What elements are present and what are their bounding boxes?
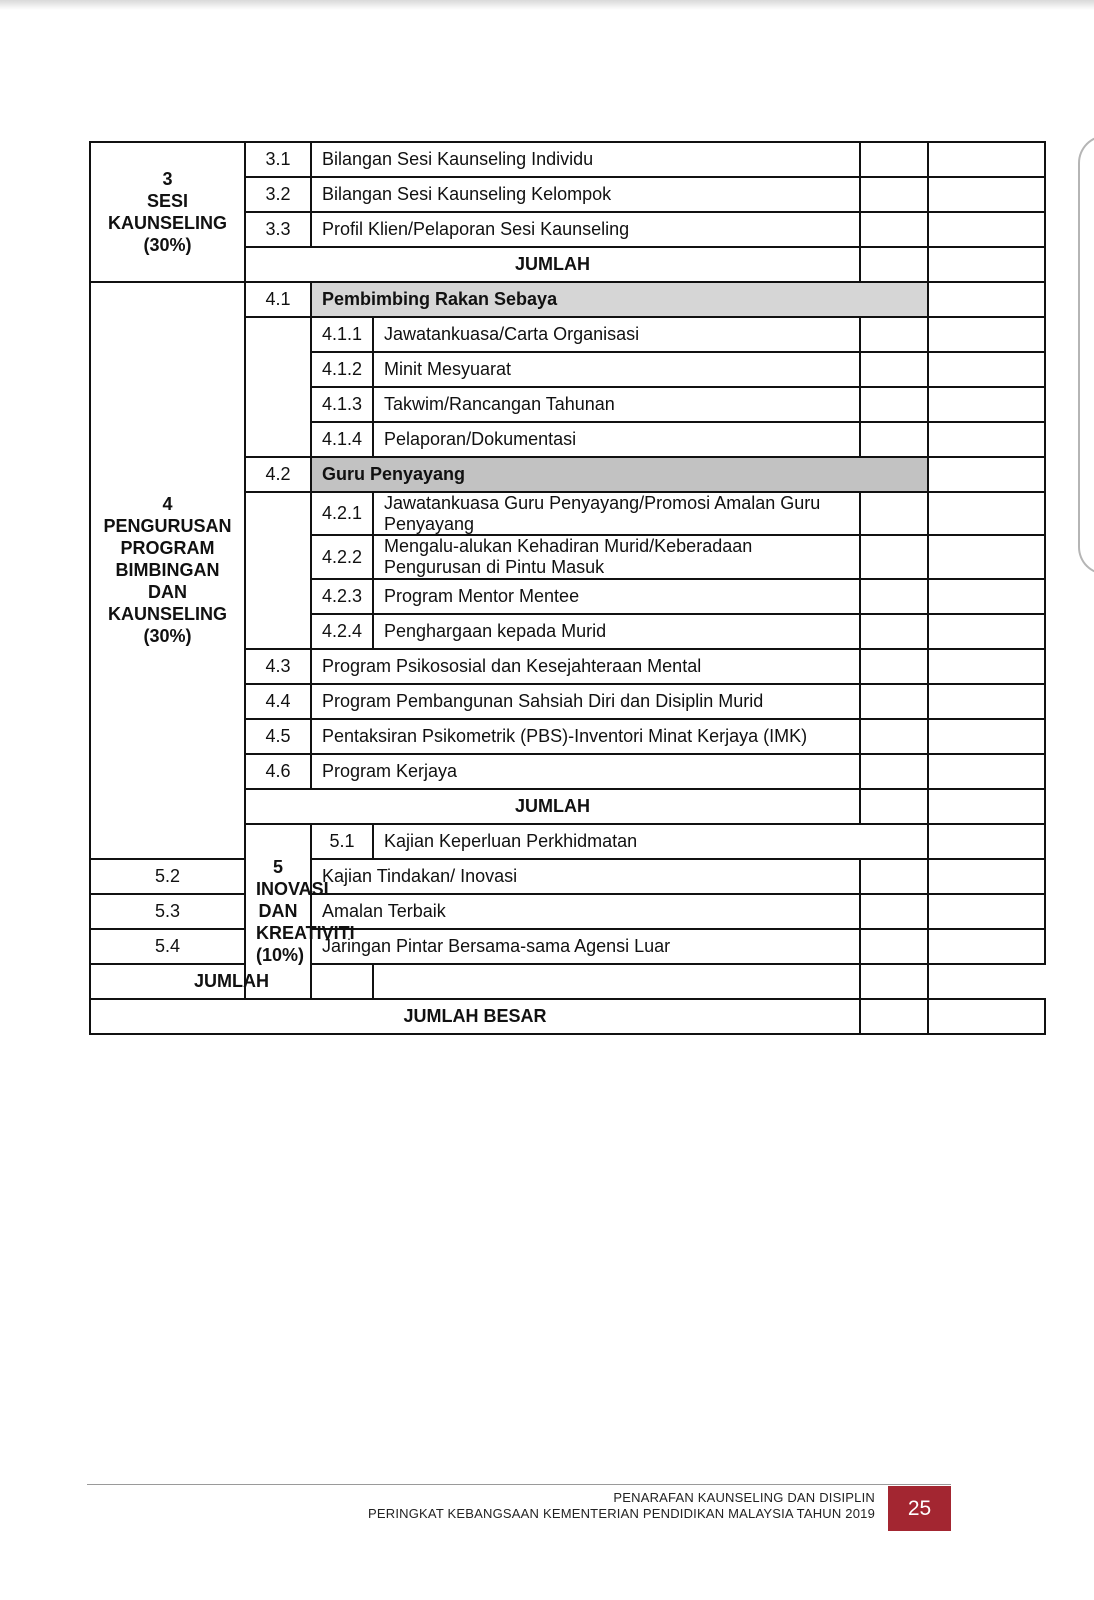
remark-cell[interactable] — [928, 352, 1045, 387]
score-cell[interactable] — [860, 684, 928, 719]
item-label: Minit Mesyuarat — [373, 352, 860, 387]
item-number: 3.1 — [245, 142, 311, 177]
item-label: Kajian Keperluan Perkhidmatan — [373, 824, 928, 859]
item-number: 5.4 — [90, 929, 245, 964]
indent-cell — [245, 492, 311, 649]
remark-cell[interactable] — [928, 614, 1045, 649]
category-cell-3: 3 SESI KAUNSELING (30%) — [90, 142, 245, 282]
item-number: 4.1.2 — [311, 352, 373, 387]
remark-cell[interactable] — [928, 387, 1045, 422]
item-label: Program Mentor Mentee — [373, 579, 860, 614]
item-number: 4.5 — [245, 719, 311, 754]
item-number: 5.3 — [90, 894, 245, 929]
subtotal-label: JUMLAH — [90, 964, 373, 999]
score-cell[interactable] — [860, 614, 928, 649]
item-label: Penghargaan kepada Murid — [373, 614, 860, 649]
subtotal-score-cell[interactable] — [860, 247, 928, 282]
score-cell[interactable] — [860, 352, 928, 387]
item-label: Jawatankuasa Guru Penyayang/Promosi Amalan Guru Penyayang — [373, 492, 860, 535]
item-number: 4.1.1 — [311, 317, 373, 352]
score-cell[interactable] — [860, 579, 928, 614]
score-cell[interactable] — [860, 719, 928, 754]
item-number: 4.1.3 — [311, 387, 373, 422]
item-label: Takwim/Rancangan Tahunan — [373, 387, 860, 422]
remark-cell[interactable] — [928, 457, 1045, 492]
remark-cell[interactable] — [928, 999, 1045, 1034]
item-number: 4.4 — [245, 684, 311, 719]
score-cell[interactable] — [860, 177, 928, 212]
remark-cell[interactable] — [860, 964, 928, 999]
footer-line-1: PENARAFAN KAUNSELING DAN DISIPLIN — [613, 1490, 875, 1505]
remark-cell[interactable] — [928, 789, 1045, 824]
footer-line-2: PERINGKAT KEBANGSAAN KEMENTERIAN PENDIDIKAN MALAYSIA TAHUN 2019 — [368, 1506, 875, 1521]
score-cell[interactable] — [860, 492, 928, 535]
subtotal-label: JUMLAH — [245, 247, 860, 282]
group-heading: Guru Penyayang — [311, 457, 928, 492]
item-number: 3.2 — [245, 177, 311, 212]
remark-cell[interactable] — [928, 535, 1045, 578]
item-label: Profil Klien/Pelaporan Sesi Kaunseling — [311, 212, 860, 247]
category-cell-4: 4 PENGURUSAN PROGRAM BIMBINGAN DAN KAUNSELING (30%) — [90, 282, 245, 859]
assessment-table — [89, 141, 1046, 1035]
remark-cell[interactable] — [928, 894, 1045, 929]
item-number: 4.2.1 — [311, 492, 373, 535]
adjacent-page-edge — [1078, 135, 1094, 575]
item-label: Bilangan Sesi Kaunseling Kelompok — [311, 177, 860, 212]
item-label: Bilangan Sesi Kaunseling Individu — [311, 142, 860, 177]
item-number: 4.2.2 — [311, 535, 373, 578]
table-row — [90, 142, 1045, 177]
remark-cell[interactable] — [928, 684, 1045, 719]
score-cell[interactable] — [928, 824, 1045, 859]
score-cell[interactable] — [860, 422, 928, 457]
score-cell[interactable] — [860, 212, 928, 247]
group-heading: Pembimbing Rakan Sebaya — [311, 282, 928, 317]
item-label: Amalan Terbaik — [311, 894, 860, 929]
item-label: Kajian Tindakan/ Inovasi — [311, 859, 860, 894]
remark-cell[interactable] — [928, 317, 1045, 352]
grand-total-row — [90, 999, 1045, 1034]
category-cell-5: 5 INOVASI DAN KREATIVITI (10%) — [245, 824, 311, 999]
score-cell[interactable] — [860, 894, 928, 929]
top-shadow — [0, 0, 1094, 10]
remark-cell[interactable] — [928, 719, 1045, 754]
score-cell[interactable] — [860, 754, 928, 789]
indent-cell — [245, 317, 311, 457]
remark-cell[interactable] — [928, 247, 1045, 282]
table-row — [90, 929, 1045, 964]
item-number: 4.1.4 — [311, 422, 373, 457]
remark-cell[interactable] — [928, 859, 1045, 894]
subtotal-score-cell[interactable] — [860, 789, 928, 824]
item-label: Program Pembangunan Sahsiah Diri dan Disiplin Murid — [311, 684, 860, 719]
item-number: 4.2.4 — [311, 614, 373, 649]
table-row — [90, 894, 1045, 929]
group-row — [90, 282, 1045, 317]
score-cell[interactable] — [860, 859, 928, 894]
subtotal-score-cell[interactable] — [373, 964, 860, 999]
grand-total-score-cell[interactable] — [860, 999, 928, 1034]
item-number: 4.2.3 — [311, 579, 373, 614]
item-label: Jawatankuasa/Carta Organisasi — [373, 317, 860, 352]
remark-cell[interactable] — [928, 212, 1045, 247]
item-label: Program Psikososial dan Kesejahteraan Mental — [311, 649, 860, 684]
table-row — [90, 859, 1045, 894]
footer-text — [368, 1490, 875, 1522]
remark-cell[interactable] — [928, 649, 1045, 684]
item-number: 4.6 — [245, 754, 311, 789]
item-label: Pelaporan/Dokumentasi — [373, 422, 860, 457]
remark-cell[interactable] — [928, 142, 1045, 177]
remark-cell[interactable] — [928, 177, 1045, 212]
item-label: Pentaksiran Psikometrik (PBS)-Inventori Minat Kerjaya (IMK) — [311, 719, 860, 754]
score-cell[interactable] — [860, 387, 928, 422]
item-number: 5.1 — [311, 824, 373, 859]
remark-cell[interactable] — [928, 492, 1045, 535]
score-cell[interactable] — [860, 317, 928, 352]
subtotal-row — [90, 964, 1045, 999]
page-number: 25 — [888, 1486, 951, 1531]
remark-cell[interactable] — [928, 754, 1045, 789]
grand-total-label: JUMLAH BESAR — [90, 999, 860, 1034]
item-number: 5.2 — [90, 859, 245, 894]
score-cell[interactable] — [860, 929, 928, 964]
score-cell[interactable] — [860, 649, 928, 684]
score-cell[interactable] — [860, 142, 928, 177]
item-number: 3.3 — [245, 212, 311, 247]
score-cell[interactable] — [860, 535, 928, 578]
remark-cell[interactable] — [928, 282, 1045, 317]
item-number: 4.3 — [245, 649, 311, 684]
item-label: Program Kerjaya — [311, 754, 860, 789]
footer-divider — [87, 1484, 951, 1485]
item-label: Jaringan Pintar Bersama-sama Agensi Luar — [311, 929, 860, 964]
remark-cell[interactable] — [928, 929, 1045, 964]
item-number: 4.2 — [245, 457, 311, 492]
item-number: 4.1 — [245, 282, 311, 317]
remark-cell[interactable] — [928, 422, 1045, 457]
remark-cell[interactable] — [928, 579, 1045, 614]
item-label: Mengalu-alukan Kehadiran Murid/Keberadaan Pengurusan di Pintu Masuk — [373, 535, 860, 578]
subtotal-label: JUMLAH — [245, 789, 860, 824]
